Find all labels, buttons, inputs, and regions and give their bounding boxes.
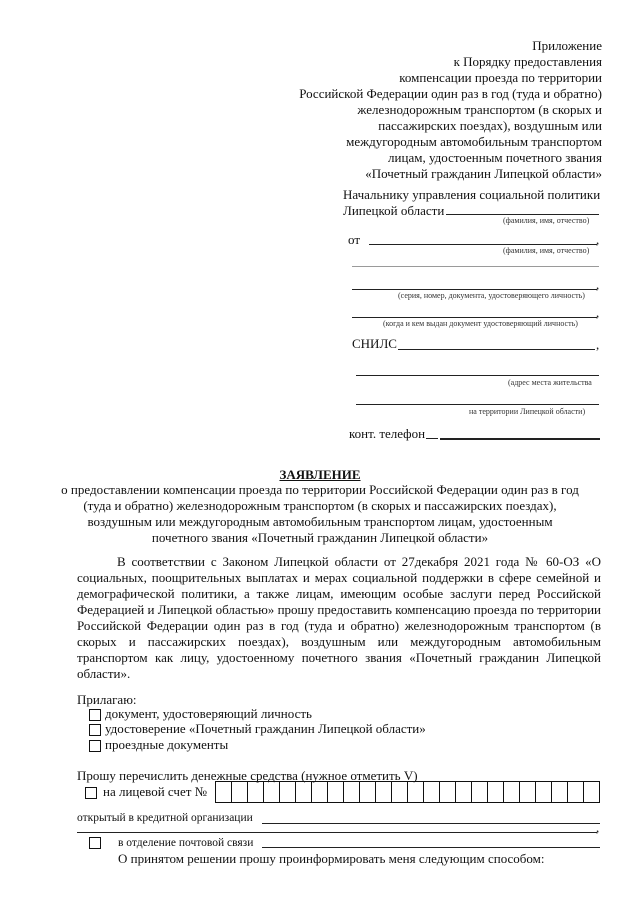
caption-fio2: (фамилия, имя, отчество) [503, 246, 590, 255]
appendix-line: железнодорожным транспортом (в скорых и [357, 102, 602, 117]
bank-label: открытый в кредитной организации [77, 812, 253, 824]
account-digit-cell[interactable] [360, 782, 376, 802]
caption-address: (адрес места жительства [508, 378, 592, 387]
attachment-checkbox-id[interactable] [89, 709, 101, 721]
phone-label: конт. телефон [349, 426, 426, 441]
account-digit-cell[interactable] [344, 782, 360, 802]
doc-issued-field[interactable] [352, 317, 597, 318]
appendix-line: лицам, удостоенным почетного звания [388, 150, 602, 165]
account-digit-cell[interactable] [312, 782, 328, 802]
doc-number-field[interactable] [352, 289, 597, 290]
subtitle-line: о предоставлении компенсации проезда по территории Российской Федерации один раз в год [61, 482, 579, 497]
payment-label: Прошу перечислить денежные средства (нужное отметить V) [77, 768, 418, 783]
account-digit-cell[interactable] [568, 782, 584, 802]
addressee-line2: Липецкой области [343, 203, 445, 218]
account-digit-cell[interactable] [504, 782, 520, 802]
attachment-item: проездные документы [105, 737, 229, 752]
fio3-field[interactable] [352, 266, 599, 267]
address-field[interactable] [356, 375, 599, 376]
subtitle-line: воздушным или междугородным автомобильным транспортом лицам, удостоенным [87, 514, 553, 529]
comma: , [596, 277, 600, 292]
appendix-line: Российской Федерации один раз в год (туда и обратно) [299, 86, 602, 101]
account-digit-cell[interactable] [584, 782, 600, 802]
appendix-line: Приложение [532, 38, 602, 53]
addressee-line1: Начальнику управления социальной политики [343, 187, 601, 202]
account-digit-cell[interactable] [552, 782, 568, 802]
account-digit-cell[interactable] [456, 782, 472, 802]
account-digit-cell[interactable] [232, 782, 248, 802]
caption-issued: (когда и кем выдан документ удостоверяющий личность) [383, 319, 578, 328]
appendix-line: компенсации проезда по территории [399, 70, 602, 85]
appendix-line: «Почетный гражданин Липецкой области» [365, 166, 602, 181]
bank-field[interactable] [262, 823, 600, 824]
account-digit-cell[interactable] [536, 782, 552, 802]
appendix-line: к Порядку предоставления [453, 54, 602, 69]
comma: , [596, 305, 600, 320]
inform-text: О принятом решении прошу проинформировать меня следующим способом: [118, 851, 545, 866]
body-paragraph: В соответствии с Законом Липецкой области от 27декабря 2021 года № 60-ОЗ «О социальных, поощрительных выплатах и мерах социальной поддержки в сфере семейной и демографической политики, а также лицам, имеющим особые заслуги перед Российской Федерацией и Липецкой областью» прошу предоставить компенсацию проезда по территории Российской Федерации один раз в год (туда и обратно) железнодорожным транспортом (в скорых и пассажирских поездах), воздушным или междугородным автомобильным транспортом как лицу, удостоенному почетного звания «Почетный гражданин Липецкой области». [77, 554, 601, 681]
post-checkbox[interactable] [89, 837, 101, 849]
account-checkbox[interactable] [85, 787, 97, 799]
account-digit-cell[interactable] [376, 782, 392, 802]
from-label: от [348, 232, 361, 247]
attachment-item: удостоверение «Почетный гражданин Липецкой области» [105, 721, 426, 736]
account-digit-cell[interactable] [488, 782, 504, 802]
account-digit-cell[interactable] [440, 782, 456, 802]
attachment-checkbox-tickets[interactable] [89, 740, 101, 752]
caption-fio1: (фамилия, имя, отчество) [503, 216, 590, 225]
snils-field[interactable] [398, 349, 595, 350]
account-digit-cell[interactable] [264, 782, 280, 802]
account-digit-cell[interactable] [328, 782, 344, 802]
account-digit-cell[interactable] [296, 782, 312, 802]
account-digit-cell[interactable] [392, 782, 408, 802]
account-number-cells[interactable] [215, 781, 600, 803]
territory-field[interactable] [356, 404, 599, 405]
account-label: на лицевой счет № [103, 784, 208, 799]
account-digit-cell[interactable] [472, 782, 488, 802]
appendix-line: пассажирских поездах), воздушным или [378, 118, 602, 133]
attachments-label: Прилагаю: [77, 692, 137, 707]
subtitle-line: (туда и обратно) железнодорожным транспортом (в скорых и пассажирских поездах), [83, 498, 557, 513]
phone-field[interactable] [440, 438, 600, 440]
phone-field-prefix [426, 438, 438, 439]
appendix-line: междугородным автомобильным транспортом [346, 134, 602, 149]
attachment-checkbox-certificate[interactable] [89, 724, 101, 736]
post-field[interactable] [262, 847, 600, 848]
comma: , [596, 337, 600, 352]
caption-doc: (серия, номер, документа, удостоверяющего личность) [398, 291, 585, 300]
account-digit-cell[interactable] [248, 782, 264, 802]
page-title: ЗАЯВЛЕНИЕ [279, 467, 361, 482]
comma: , [596, 232, 600, 247]
appendix-block [299, 38, 602, 182]
title-subtitle [0, 482, 640, 546]
account-digit-cell[interactable] [424, 782, 440, 802]
bank-field-2[interactable] [77, 832, 597, 833]
post-label: в отделение почтовой связи [118, 837, 254, 849]
account-digit-cell[interactable] [280, 782, 296, 802]
attachment-item: документ, удостоверяющий личность [105, 706, 312, 721]
caption-territory: на территории Липецкой области) [469, 407, 586, 416]
account-digit-cell[interactable] [216, 782, 232, 802]
account-digit-cell[interactable] [408, 782, 424, 802]
subtitle-line: почетного звания «Почетный гражданин Липецкой области» [151, 530, 489, 545]
fio1-field[interactable] [446, 214, 599, 215]
comma: , [596, 820, 600, 835]
snils-label: СНИЛС [352, 336, 397, 351]
account-digit-cell[interactable] [520, 782, 536, 802]
fio2-field[interactable] [369, 244, 597, 245]
